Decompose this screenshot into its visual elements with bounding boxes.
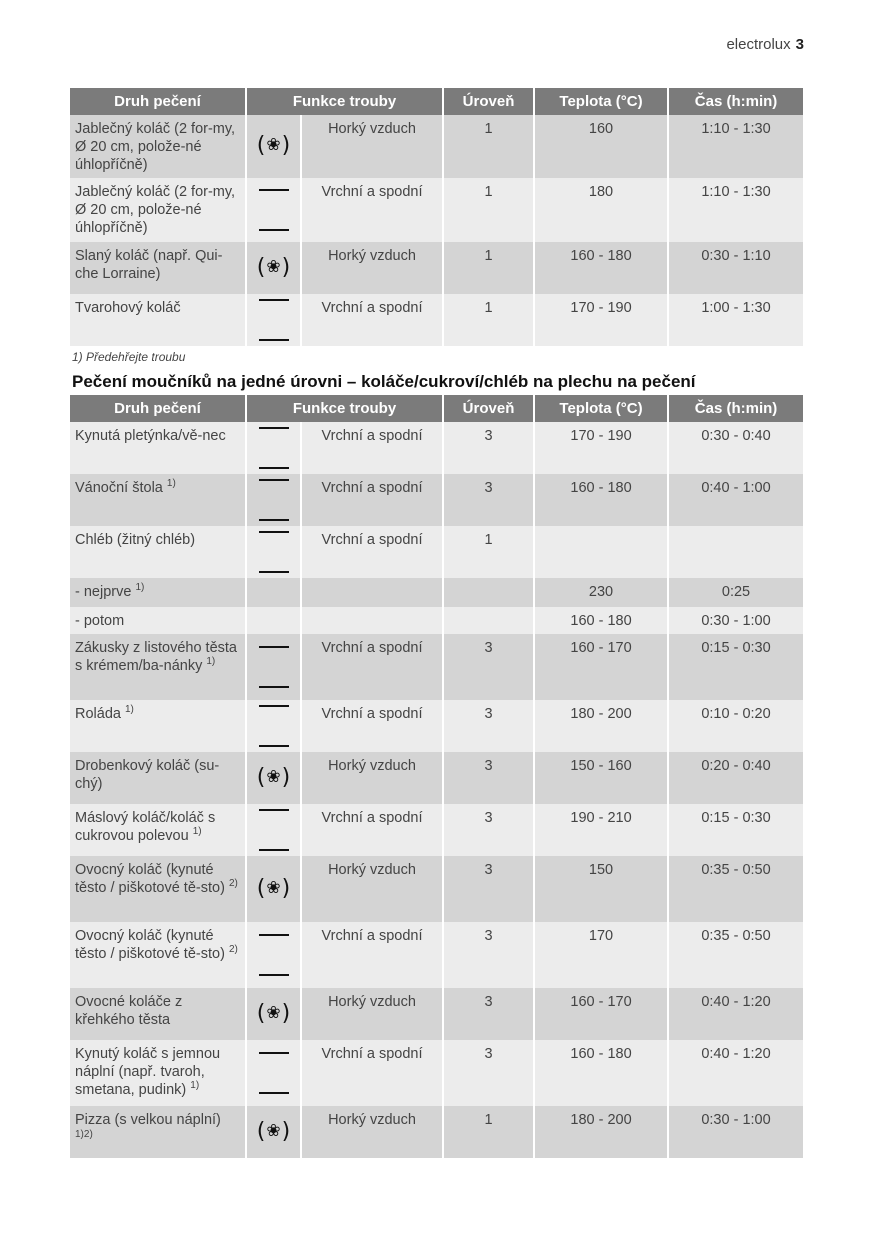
baking-type-text: Slaný koláč (např. Qui-che Lorraine) [75,248,223,282]
cell-level: 3 [443,422,534,474]
top-bottom-heat-icon [247,479,300,521]
page-number: 3 [795,36,804,53]
table-row [70,922,803,988]
cell-level: 1 [443,1106,534,1158]
cell-level: 1 [443,115,534,178]
cell-function: Vrchní a spodní [301,634,443,700]
table-row [70,856,803,922]
table-row [70,422,803,474]
cell-function-icon [246,1106,301,1158]
cell-baking-type [70,752,246,804]
cell-function: Vrchní a spodní [301,922,443,988]
cell-function: Horký vzduch [301,752,443,804]
cell-temperature: 160 - 180 [534,607,668,634]
cell-function: Vrchní a spodní [301,474,443,526]
footnote-ref: 1) [124,704,134,716]
fan-hot-air-icon: (❀) [256,1118,291,1144]
baking-type-text: Tvarohový koláč [75,300,181,316]
cell-function-icon [246,922,301,988]
cell-function-icon [246,804,301,856]
cell-temperature: 160 - 180 [534,474,668,526]
baking-type-text: Zákusky z listového těsta s krémem/ba-nánky [75,640,237,674]
footnote-ref: 2) [228,878,238,890]
cell-level: 3 [443,1040,534,1106]
cell-function: Horký vzduch [301,1106,443,1158]
baking-type-text: Máslový koláč/koláč s cukrovou polevou [75,810,216,844]
cell-time: 0:30 - 1:00 [668,607,803,634]
cell-function-icon [246,474,301,526]
top-bottom-heat-icon [247,1052,300,1094]
top-bottom-heat-icon [247,705,300,747]
cell-temperature: 160 [534,115,668,178]
footnote-ref: 2) [228,944,238,956]
table-row [70,178,803,242]
top-bottom-heat-icon [247,189,300,231]
cell-level: 3 [443,752,534,804]
fan-hot-air-icon: (❀) [256,133,291,158]
fan-hot-air-icon: (❀) [256,254,291,280]
table-row [70,700,803,752]
cell-temperature: 160 - 180 [534,1040,668,1106]
cell-baking-type [70,115,246,178]
col-header-temp: Teplota (°C) [534,88,668,115]
cell-temperature [534,526,668,578]
cell-function: Vrchní a spodní [301,700,443,752]
baking-type-text: - potom [75,613,125,629]
cell-baking-type [70,988,246,1040]
cell-function-icon [246,752,301,804]
baking-table-2 [70,395,803,1158]
table-row [70,804,803,856]
cell-level: 3 [443,988,534,1040]
table-header-row [70,88,803,115]
baking-type-text: Jablečný koláč (2 for-my, Ø 20 cm, polože-né úhlopříčně) [75,184,236,236]
cell-level [443,607,534,634]
cell-level: 1 [443,242,534,294]
cell-level: 3 [443,856,534,922]
cell-baking-type [70,1106,246,1158]
baking-type-text: Ovocný koláč (kynuté těsto / piškotové tě-sto) [75,862,225,896]
cell-function-icon [246,988,301,1040]
footnote-ref: 1) [166,478,176,490]
baking-type-text: Kynutá pletýnka/vě-nec [75,428,226,444]
cell-level: 1 [443,526,534,578]
cell-time: 0:15 - 0:30 [668,634,803,700]
cell-time: 0:10 - 0:20 [668,700,803,752]
col-header-type: Druh pečení [70,395,246,422]
col-header-type: Druh pečení [70,88,246,115]
footnote: 1) Předehřejte troubu [72,350,186,364]
table-row [70,294,803,346]
cell-function-icon [246,578,301,607]
cell-temperature: 170 [534,922,668,988]
cell-function: Vrchní a spodní [301,422,443,474]
cell-function-icon [246,115,301,178]
top-bottom-heat-icon [247,646,300,688]
table-row [70,752,803,804]
table-row [70,242,803,294]
col-header-time: Čas (h:min) [668,395,803,422]
cell-temperature: 150 - 160 [534,752,668,804]
cell-function-icon [246,700,301,752]
cell-temperature: 170 - 190 [534,422,668,474]
table-row [70,526,803,578]
col-header-function: Funkce trouby [246,88,443,115]
baking-type-text: Roláda [75,706,121,722]
cell-function: Vrchní a spodní [301,178,443,242]
cell-function-icon [246,1040,301,1106]
cell-temperature: 170 - 190 [534,294,668,346]
top-bottom-heat-icon [247,809,300,851]
cell-temperature: 150 [534,856,668,922]
fan-hot-air-icon: (❀) [256,875,291,901]
top-bottom-heat-icon [247,427,300,469]
baking-type-text: Kynutý koláč s jemnou náplní (např. tvaroh, smetana, pudink) [75,1046,221,1098]
cell-temperature: 160 - 180 [534,242,668,294]
cell-baking-type [70,922,246,988]
table-row [70,1106,803,1158]
baking-type-text: Ovocné koláče z křehkého těsta [75,994,183,1028]
baking-type-text: Chléb (žitný chléb) [75,532,196,548]
cell-function-icon [246,607,301,634]
footnote-ref: 1) [192,826,202,838]
cell-baking-type [70,804,246,856]
cell-temperature: 190 - 210 [534,804,668,856]
baking-type-text: Drobenkový koláč (su-chý) [75,758,220,792]
brand-name: electrolux [726,36,791,53]
cell-time: 1:10 - 1:30 [668,178,803,242]
col-header-level: Úroveň [443,88,534,115]
cell-baking-type [70,294,246,346]
table-row [70,474,803,526]
cell-function-icon [246,526,301,578]
baking-type-text: Ovocný koláč (kynuté těsto / piškotové tě-sto) [75,928,225,962]
cell-function-icon [246,242,301,294]
cell-time: 0:35 - 0:50 [668,856,803,922]
fan-hot-air-icon: (❀) [256,1000,291,1026]
cell-baking-type [70,856,246,922]
top-bottom-heat-icon [247,299,300,341]
footnote-ref: 1) [190,1080,200,1092]
cell-time: 0:30 - 1:10 [668,242,803,294]
cell-time: 0:30 - 0:40 [668,422,803,474]
cell-function [301,578,443,607]
cell-baking-type [70,1040,246,1106]
page-header [726,36,804,53]
top-bottom-heat-icon [247,531,300,573]
top-bottom-heat-icon [247,934,300,976]
cell-function: Vrchní a spodní [301,294,443,346]
cell-baking-type [70,578,246,607]
table-row [70,115,803,178]
cell-function: Horký vzduch [301,856,443,922]
table-row [70,1040,803,1106]
cell-temperature: 160 - 170 [534,634,668,700]
col-header-function: Funkce trouby [246,395,443,422]
cell-level: 3 [443,474,534,526]
footnote-ref: 1) [206,656,216,668]
baking-table-1 [70,88,803,346]
cell-baking-type [70,700,246,752]
cell-time: 0:40 - 1:20 [668,1040,803,1106]
cell-time: 0:35 - 0:50 [668,922,803,988]
cell-time: 0:40 - 1:00 [668,474,803,526]
cell-function: Vrchní a spodní [301,1040,443,1106]
cell-baking-type [70,242,246,294]
cell-temperature: 180 - 200 [534,700,668,752]
cell-function-icon [246,856,301,922]
table-row [70,988,803,1040]
cell-baking-type [70,178,246,242]
cell-time: 0:40 - 1:20 [668,988,803,1040]
cell-time: 1:10 - 1:30 [668,115,803,178]
cell-function: Horký vzduch [301,115,443,178]
cell-function: Vrchní a spodní [301,526,443,578]
cell-level: 3 [443,700,534,752]
cell-baking-type [70,526,246,578]
cell-time: 0:15 - 0:30 [668,804,803,856]
baking-type-text: - nejprve [75,584,132,600]
cell-time [668,526,803,578]
cell-time: 0:25 [668,578,803,607]
cell-level: 3 [443,804,534,856]
cell-temperature: 230 [534,578,668,607]
cell-level: 3 [443,922,534,988]
cell-function-icon [246,294,301,346]
col-header-level: Úroveň [443,395,534,422]
fan-hot-air-icon: (❀) [256,764,291,790]
cell-level: 3 [443,634,534,700]
cell-temperature: 160 - 170 [534,988,668,1040]
table-header-row [70,395,803,422]
baking-type-text: Jablečný koláč (2 for-my, Ø 20 cm, polože-né úhlopříčně) [75,121,236,173]
cell-level: 1 [443,178,534,242]
cell-time: 0:20 - 0:40 [668,752,803,804]
cell-time: 0:30 - 1:00 [668,1106,803,1158]
col-header-time: Čas (h:min) [668,88,803,115]
cell-baking-type [70,422,246,474]
cell-level [443,578,534,607]
col-header-temp: Teplota (°C) [534,395,668,422]
table-row [70,607,803,634]
cell-baking-type [70,474,246,526]
baking-type-text: Vánoční štola [75,480,163,496]
cell-baking-type [70,634,246,700]
cell-temperature: 180 [534,178,668,242]
cell-function-icon [246,634,301,700]
cell-time: 1:00 - 1:30 [668,294,803,346]
cell-temperature: 180 - 200 [534,1106,668,1158]
cell-function: Horký vzduch [301,242,443,294]
footnote-ref: 1) [135,582,145,594]
cell-function: Vrchní a spodní [301,804,443,856]
table-row [70,634,803,700]
cell-function [301,607,443,634]
cell-function: Horký vzduch [301,988,443,1040]
section-title: Pečení moučníků na jedné úrovni – koláče/cukroví/chléb na plechu na pečení [72,372,696,391]
cell-function-icon [246,178,301,242]
table-row [70,578,803,607]
footnote-ref: 1)2) [75,1129,93,1140]
cell-baking-type [70,607,246,634]
cell-level: 1 [443,294,534,346]
cell-function-icon [246,422,301,474]
baking-type-text: Pizza (s velkou náplní) [75,1112,221,1128]
